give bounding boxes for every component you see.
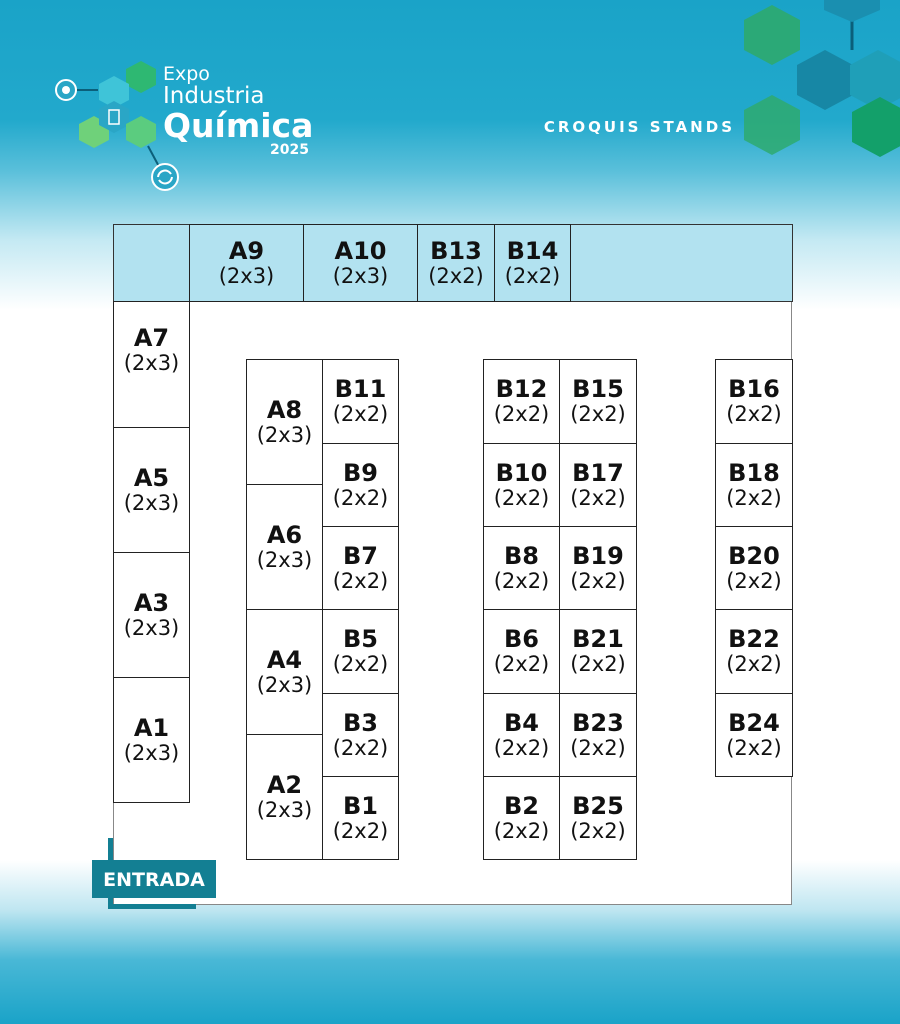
stand-size: (2x2): [570, 735, 626, 760]
stand-code: B3: [343, 708, 378, 737]
stand-code: B9: [343, 458, 378, 487]
stand-size: (2x2): [726, 402, 782, 426]
stand-b17: [559, 443, 637, 527]
stand-size: (2x3): [256, 797, 313, 822]
stand-a9: [189, 224, 304, 302]
stand-b24: [715, 693, 793, 777]
stand-size: (2x2): [726, 652, 782, 676]
stand-a7: [113, 301, 190, 428]
stand-size: (2x3): [332, 263, 389, 288]
stand-size: (2x2): [332, 402, 389, 426]
stand-code: B17: [572, 458, 624, 487]
stand-a8: [246, 359, 323, 485]
stand-b18: [715, 443, 793, 527]
decorative-hexagons: [700, 0, 900, 170]
logo-line-industria: Industria: [163, 83, 265, 109]
stand-b20: [715, 526, 793, 610]
stand-b12: [483, 359, 560, 444]
stand-size: (2x2): [493, 818, 550, 843]
stand-a4: [246, 609, 323, 735]
logo-line-expo: Expo: [163, 63, 210, 85]
stand-code: B22: [728, 625, 780, 653]
stand-b21: [559, 609, 637, 694]
stand-size: (2x2): [726, 485, 782, 510]
stand-code: B14: [506, 236, 559, 265]
stand-code: B25: [572, 791, 624, 820]
stand-b4: [483, 693, 560, 777]
stand-code: B20: [728, 541, 780, 570]
stand-size: (2x3): [123, 615, 180, 640]
stand-b25: [559, 776, 637, 860]
stand-code: B7: [343, 541, 378, 570]
stand-b10: [483, 443, 560, 527]
logo-text: [163, 64, 313, 157]
stand-code: B6: [504, 625, 539, 653]
stand-a6: [246, 484, 323, 610]
stand-size: (2x2): [493, 652, 550, 676]
stand-code: A10: [334, 236, 387, 265]
stand-size: (2x2): [493, 568, 550, 593]
stand-code: B12: [495, 375, 548, 403]
stand-a1: [113, 677, 190, 803]
entrance-marker: [92, 838, 222, 917]
stand-size: (2x2): [493, 402, 550, 426]
stand-b14: [494, 224, 571, 302]
stand-size: (2x2): [726, 568, 782, 593]
stand-code: B5: [343, 625, 378, 653]
stand-size: (2x2): [493, 485, 550, 510]
stand-b6: [483, 609, 560, 694]
stand-b9: [322, 443, 399, 527]
stand-b19: [559, 526, 637, 610]
stand-code: B15: [572, 375, 624, 403]
entrance-label: ENTRADA: [103, 869, 205, 891]
stand-size: (2x3): [123, 490, 180, 515]
stand-b11: [322, 359, 399, 444]
stand-code: A5: [133, 463, 170, 492]
stand-size: (2x2): [332, 652, 389, 676]
stand-b22: [715, 609, 793, 694]
stand-b1: [322, 776, 399, 860]
stand-code: B10: [495, 458, 548, 487]
stand-code: B16: [728, 375, 780, 403]
stand-code: B24: [728, 708, 780, 737]
stand-size: (2x2): [504, 263, 561, 288]
floor-plan-outline: [113, 224, 792, 905]
stand-size: (2x3): [218, 263, 275, 288]
stand-b8: [483, 526, 560, 610]
stand-code: B11: [334, 375, 387, 403]
stand-b5: [322, 609, 399, 694]
stand-a2: [246, 734, 323, 860]
stand-size: (2x2): [726, 735, 782, 760]
stand-size: (2x2): [570, 568, 626, 593]
stand-code: A6: [266, 520, 303, 549]
stand-size: (2x2): [332, 568, 389, 593]
stand-size: (2x2): [570, 485, 626, 510]
stand-code: B1: [343, 791, 378, 820]
stand-code: B23: [572, 708, 624, 737]
stand-a5: [113, 427, 190, 553]
logo-line-quimica: Química: [163, 106, 314, 145]
stand-size: (2x2): [428, 263, 484, 288]
stand-size: (2x2): [332, 485, 389, 510]
stand-code: B4: [504, 708, 539, 737]
stand-a3: [113, 552, 190, 678]
logo-year: 2025: [270, 142, 309, 158]
stand-code: A7: [133, 324, 170, 352]
stand-size: (2x3): [123, 351, 180, 375]
stand-b15: [559, 359, 637, 444]
stand-code: B18: [728, 458, 780, 487]
stand-code: A8: [266, 395, 303, 424]
stand-b13: [417, 224, 495, 302]
stand-size: (2x2): [332, 735, 389, 760]
stand-size: (2x3): [256, 547, 313, 572]
stand-code: A2: [266, 770, 303, 799]
stand-code: A1: [133, 713, 170, 742]
stand-size: (2x2): [493, 735, 550, 760]
stand-code: A3: [133, 588, 170, 617]
stand-b7: [322, 526, 399, 610]
stand-code: B8: [504, 541, 539, 570]
page-subtitle: CROQUIS STANDS: [543, 118, 735, 136]
stand-code: B21: [572, 625, 624, 653]
stand-code: A9: [228, 236, 265, 265]
stand-b2: [483, 776, 560, 860]
stand-size: (2x3): [256, 672, 313, 697]
stand-code: B13: [430, 236, 482, 265]
stand-b23: [559, 693, 637, 777]
stand-size: (2x2): [570, 818, 626, 843]
stand-code: A4: [266, 645, 303, 674]
stand-b16: [715, 359, 793, 444]
stand-size: (2x3): [256, 422, 313, 447]
stand-size: (2x3): [123, 740, 180, 765]
stand-code: B19: [572, 541, 624, 570]
stand-size: (2x2): [570, 402, 626, 426]
stand-size: (2x2): [570, 652, 626, 676]
stand-size: (2x2): [332, 818, 389, 843]
expo-logo: [48, 56, 318, 196]
stand-b3: [322, 693, 399, 777]
stand-code: B2: [504, 791, 539, 820]
stand-a10: [303, 224, 418, 302]
